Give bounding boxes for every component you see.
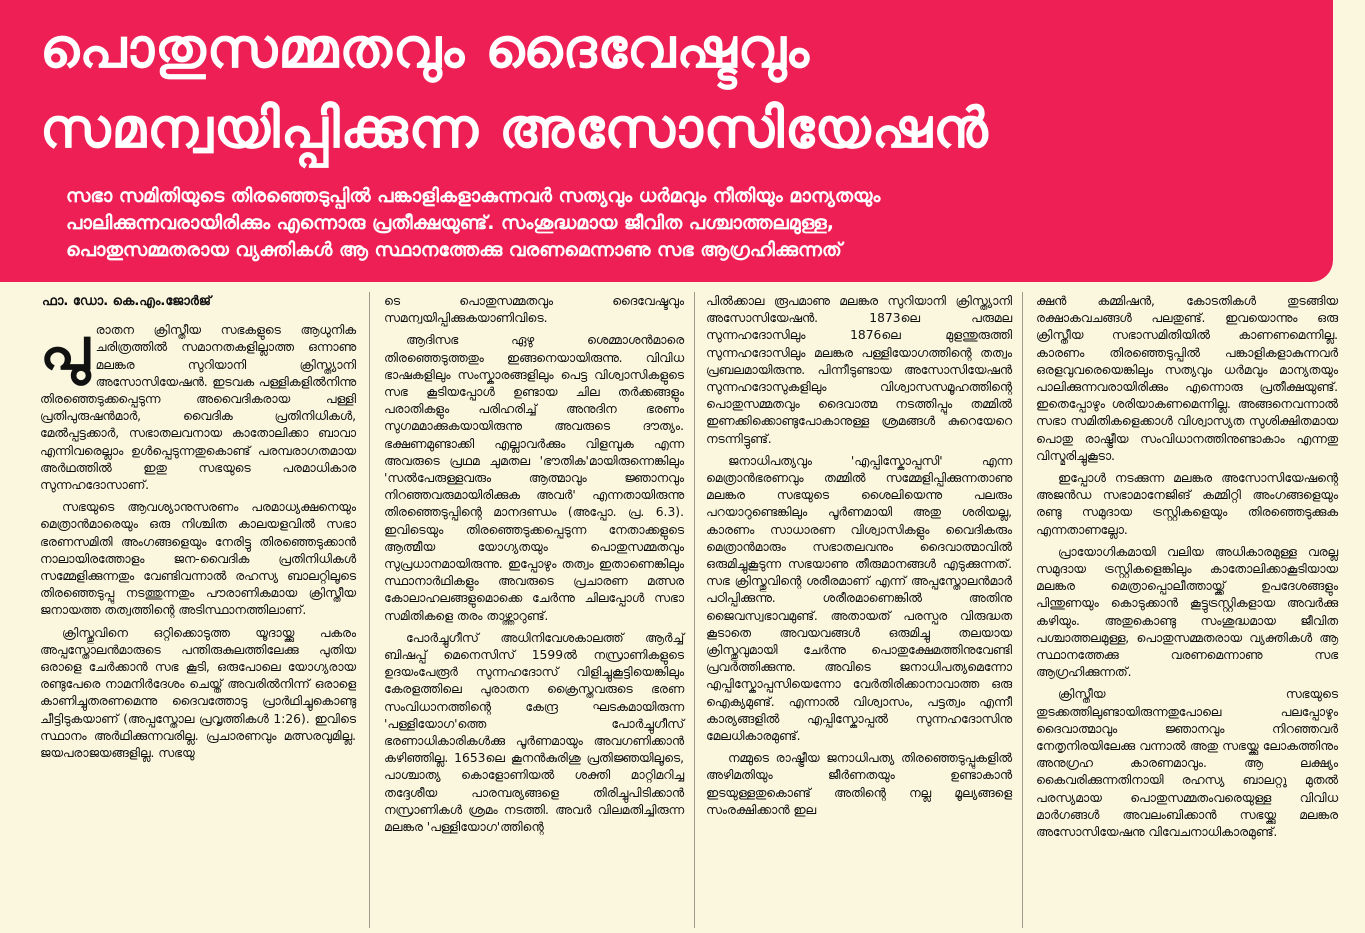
deck-line-3: പൊതുസമ്മതരായ വ്യക്തികൾ ആ സ്ഥാനത്തേക്കു വരണമെന്നാണു സഭ ആഗ്രഹിക്കുന്നത് bbox=[66, 239, 842, 261]
paragraph: ക്രിസ്തീയ സഭയുടെ തുടക്കത്തിലുണ്ടായിരുന്നതുപോലെ പലപ്പോഴും ദൈവാത്മാവും ജ്ഞാനവും നിറഞ്ഞവർ നേതൃനിരയിലേക്കു വന്നാൽ അതു സഭയ്ക്കു ലോകത്തിനും അനുഗ്രഹ കാരണമാവും. ആ ലക്ഷ്യം കൈവരിക്കുന്നതിനായി രഹസ്യ ബാലറ്റു മുതൽ പരസ്യമായ പൊതുസമ്മതംവരെയുള്ള വിവിധ മാർഗങ്ങൾ അവലംബിക്കാൻ സഭയ്ക്കു മലങ്കര അസോസിയേഷനു വിവേചനാധികാരമുണ്ട്. bbox=[1036, 687, 1338, 840]
paragraph: ജനാധിപത്യവും 'എപ്പിസ്കോപ്പസി' എന്ന മെത്രാൻഭരണവും തമ്മിൽ സമ്മേളിപ്പിക്കുന്നതാണു മലങ്കര സഭയുടെ ശൈലിയെന്നു പലരും പറയാറുണ്ടെങ്കിലും പൂർണമായി അതു ശരിയല്ല, കാരണം സാധാരണ വിശ്വാസികളും വൈദികരും മെത്രാൻമാരും സഭാതലവനും ദൈവാത്മാവിൽ ഒരുമിച്ചുകൂടുന്ന സഭയാണു തീരുമാനങ്ങൾ എടുക്കുന്നത്. സഭ ക്രിസ്തുവിന്റെ ശരീരമാണ് എന്ന് അപ്പസ്തോലൻമാർ പഠിപ്പിക്കുന്നു. ശരീരമാണെങ്കിൽ അതിനു ജൈവസ്വഭാവമുണ്ട്. അതായത് പരസ്പര വിരുദ്ധത കൂടാതെ അവയവങ്ങൾ ഒരുമിച്ചു തലയായ ക്രിസ്തുവുമായി ചേർന്നു പൊതുക്ഷേമത്തിനുവേണ്ടി പ്രവർത്തിക്കുന്നു. അവിടെ ജനാധിപത്യമെന്നോ എപ്പിസ്കോപ്പസിയെന്നോ വേർതിരിക്കാനാവാത്ത ഒരു ഐക്യമുണ്ട്. എന്നാൽ വിശ്വാസം, പട്ടത്വം എന്നീ കാര്യങ്ങളിൽ എപ്പിസ്കോപ്പൽ സുന്നഹദോസിനു മേലധികാരമുണ്ട്. bbox=[706, 453, 1012, 744]
headline-line-1: പൊതുസമ്മതവും ദൈവേഷ്ടവും bbox=[40, 16, 810, 80]
article-column-4 bbox=[1036, 293, 1338, 846]
paragraph: ഇപ്പോൾ നടക്കുന്ന മലങ്കര അസോസിയേഷന്റെ അജൻഡ സഭാമാനേജിങ് കമ്മിറ്റി അംഗങ്ങളെയും രണ്ടു സമുദായ ട്രസ്റ്റികളെയും തിരഞ്ഞെടുക്കുക എന്നതാണല്ലോ. bbox=[1036, 471, 1338, 537]
paragraph: ക്രിസ്തുവിനെ ഒറ്റിക്കൊടുത്ത യൂദായ്ക്കു പകരം അപ്പസ്തോലൻമാരുടെ പന്തിരുകുലത്തിലേക്കു പുതിയ ഒരാളെ ചേർക്കാൻ സഭ കൂടി, ഒരുപോലെ യോഗ്യരായ രണ്ടുപേരെ നാമനിർദേശം ചെയ്ത് അവരിൽനിന്ന് ഒരാളെ കാണിച്ചുതരണമെന്നു ദൈവത്തോടു പ്രാർഥിച്ചുകൊണ്ടു ചീട്ടിടുകയാണ് (അപ്പസ്തോല പ്രവൃത്തികൾ 1:26). ഇവിടെ സ്ഥാനം അർഥിക്കുന്നവരില്ല. പ്രചാരണവും മത്സരവുമില്ല. ജയപരാജയങ്ങളില്ല. സഭയു bbox=[40, 625, 356, 761]
paragraph: നമ്മുടെ രാഷ്ട്രീയ ജനാധിപത്യ തിരഞ്ഞെടുപ്പുകളിൽ അഴിമതിയും ജീർണതയും ഉണ്ടാകാൻ ഇടയുള്ളതുകൊണ്ട് അതിന്റെ നല്ല മൂല്യങ്ങളെ സംരക്ഷിക്കാൻ ഇല bbox=[706, 751, 1012, 817]
deck-line-1: സഭാ സമിതിയുടെ തിരഞ്ഞെടുപ്പിൽ പങ്കാളികളാകുന്നവർ സത്യവും ധർമവും നീതിയും മാന്യതയും bbox=[66, 185, 881, 207]
paragraph: ആദിസഭ ഏഴു ശെമ്മാശൻമാരെ തിരഞ്ഞെടുത്തതും ഇങ്ങനെയായിരുന്നു. വിവിധ ഭാഷകളിലും സംസ്കാരങ്ങളിലും പെട്ട വിശ്വാസികളുടെ സഭ കൂടിയപ്പോൾ ഉണ്ടായ ചില തർക്കങ്ങളും പരാതികളും പരിഹരിച്ച് അനുദിന ഭരണം സുഗമമാക്കുകയായിരുന്നു അവരുടെ ദൗത്യം. ഭക്ഷണമുണ്ടാക്കി എല്ലാവർക്കും വിളമ്പുക എന്ന അവരുടെ പ്രഥമ ചുമതല 'ഭൗതിക'മായിരുന്നെങ്കിലും 'സൽപേരുള്ളവരും ആത്മാവും ജ്ഞാനവും നിറഞ്ഞവരുമായിരിക്കുക അവർ' എന്നതായിരുന്നു തിരഞ്ഞെടുപ്പിന്റെ മാനദണ്ഡം (അപ്പോ. പ്ര. 6.3). ഇവിടെയും തിരഞ്ഞെടുക്കപ്പെടുന്ന നേതാക്കളുടെ ആത്മീയ യോഗ്യതയും പൊതുസമ്മതവും സുപ്രധാനമായിരുന്നു. ഇപ്പോഴും തത്വം ഇതാണെങ്കിലും സ്ഥാനാർഥികളും അവരുടെ പ്രചാരണ മത്സര കോലാഹലങ്ങളുമൊക്കെ ചേർന്നു ചിലപ്പോൾ സഭാ സമിതികളെ തരം താഴ്ത്താറുണ്ട്. bbox=[384, 333, 684, 623]
column-divider bbox=[694, 292, 695, 928]
paragraph-1 bbox=[40, 315, 356, 494]
paragraph: പിൽക്കാല രൂപമാണു മലങ്കര സുറിയാനി ക്രിസ്ത്യാനി അസോസിയേഷൻ. 1873ലെ പരുമല സുന്നഹദോസിലും 1876ലെ മുളന്തുരുത്തി സുന്നഹദോസിലും മലങ്കര പള്ളിയോഗത്തിന്റെ തത്വം പ്രബലമായിരുന്നു. പിന്നീടുണ്ടായ അസോസിയേഷൻ സുന്നഹദോസുകളിലും വിശ്വാസസമൂഹത്തിന്റെ പൊതുസമ്മതവും ദൈവാത്മ നടത്തിപ്പും തമ്മിൽ ഇണക്കിക്കൊണ്ടുപോകാനുള്ള ശ്രമങ്ങൾ കുറെയേറെ നടന്നിട്ടുണ്ട്. bbox=[706, 294, 1012, 446]
paragraph-1-text: രാതന ക്രിസ്തീയ സഭകളുടെ ആധുനിക ചരിത്രത്തിൽ സമാനതകളില്ലാത്ത ഒന്നാണു മലങ്കര സുറിയാനി ക്രിസ്ത്യാനി അസോസിയേഷൻ. ഇടവക പള്ളികളിൽനിന്നു തിരഞ്ഞെടുക്കപ്പെടുന്ന അവൈദികരായ പള്ളി പ്രതിപുരുഷൻമാർ, വൈദിക പ്രതിനിധികൾ, മേൽപ്പട്ടക്കാർ, സഭാതലവനായ കാതോലിക്കാ ബാവാ എന്നിവരെല്ലാം ഉൾപ്പെടുന്നതുകൊണ്ട് പരമ്പരാഗതമായ അർഥത്തിൽ ഇതു സഭയുടെ പരമാധികാര സുന്നഹദോസാണ്. bbox=[40, 323, 356, 493]
deck-line-2: പാലിക്കുന്നവരായിരിക്കും എന്നൊരു പ്രതീക്ഷയുണ്ട്. സംശുദ്ധമായ ജീവിത പശ്ചാത്തലമുള്ള, bbox=[66, 212, 834, 234]
article-column-3 bbox=[706, 293, 1012, 824]
paragraph: സഭയുടെ ആവശ്യാനുസരണം പരമാധ്യക്ഷനെയും മെത്രാൻമാരെയും ഒരു നിശ്ചിത കാലയളവിൽ സഭാ ഭരണസമിതി അംഗങ്ങളെയും നേരിട്ടു തിരഞ്ഞെടുക്കാൻ നാലായിരത്തോളം ജന-വൈദിക പ്രതിനിധികൾ സമ്മേളിക്കുന്നതും വേണ്ടിവന്നാൽ രഹസ്യ ബാലറ്റിലൂടെ തിരഞ്ഞെടുപ്പു നടത്തുന്നതും പൗരാണികമായ ക്രിസ്തീയ ജനായത്ത തത്വത്തിന്റെ അടിസ്ഥാനത്തിലാണ്. bbox=[40, 500, 356, 618]
headline bbox=[40, 8, 1320, 168]
column-divider bbox=[369, 292, 370, 928]
headline-banner bbox=[0, 0, 1333, 282]
paragraph: ക്ഷൻ കമ്മിഷൻ, കോടതികൾ തുടങ്ങിയ രക്ഷാകവചങ്ങൾ പലതുണ്ട്. ഇവയൊന്നും ഒരു ക്രിസ്തീയ സഭാസമിതിയിൽ കാണണമെന്നില്ല. കാരണം തിരഞ്ഞെടുപ്പിൽ പങ്കാളികളാകുന്നവർ ഒരളവുവരെയെങ്കിലും സത്യവും ധർമവും മാന്യതയും പാലിക്കുന്നവരായിരിക്കും എന്നൊരു പ്രതീക്ഷയുണ്ട്. ഇതെപ്പോഴും ശരിയാകണമെന്നില്ല. അങ്ങനെവന്നാൽ സഭാ സമിതികളെക്കാൾ വിശ്വാസ്യത സുശിക്ഷിതമായ പൊതു രാഷ്ട്രീയ സംവിധാനത്തിനുണ്ടാകാം എന്നതു വിസ്മരിച്ചുകൂടാ. bbox=[1036, 294, 1338, 463]
drop-cap: പു bbox=[40, 315, 90, 384]
deck-summary bbox=[66, 183, 1316, 264]
column-divider bbox=[1022, 292, 1023, 928]
byline: ഫാ. ഡോ. കെ.എം.ജോർജ് bbox=[42, 294, 211, 309]
paragraph: പോർച്ചുഗീസ് അധിനിവേശകാലത്ത് ആർച്ച് ബിഷപ്പ് മെനെസിസ് 1599ൽ നസ്രാണികളുടെ ഉദയംപേരൂർ സുന്നഹദോസ് വിളിച്ചുകൂട്ടിയെങ്കിലും കേരളത്തിലെ പുരാതന ക്രൈസ്തവരുടെ ഭരണ സംവിധാനത്തിന്റെ കേന്ദ്ര ഘടകമായിരുന്ന 'പള്ളിയോഗ'ത്തെ പോർച്ചുഗീസ് ഭരണാധികാരികൾക്കു പൂർണമായും അവഗണിക്കാൻ കഴിഞ്ഞില്ല. 1653ലെ കൂനൻകുരിശു പ്രതിജ്ഞയിലൂടെ, പാശ്ചാത്യ കൊളോണിയൽ ശക്തി മാറ്റിമറിച്ച തദ്ദേശീയ പാരമ്പര്യങ്ങളെ തിരിച്ചുപിടിക്കാൻ നസ്രാണികൾ ശ്രമം നടത്തി. അവർ വിലമതിച്ചിരുന്ന മലങ്കര 'പള്ളിയോഗ'ത്തിന്റെ bbox=[384, 630, 684, 835]
article-column-2 bbox=[384, 293, 684, 841]
paragraph: ടെ പൊതുസമ്മതവും ദൈവേഷ്ടവും സമന്വയിപ്പിക്കുകയാണിവിടെ. bbox=[384, 294, 684, 326]
headline-line-2: സമന്വയിപ്പിക്കുന്ന അസോസിയേഷൻ bbox=[40, 96, 989, 160]
paragraph: പ്രായോഗികമായി വലിയ അധികാരമുള്ള വരല്ല സമുദായ ട്രസ്റ്റികളെങ്കിലും കാതോലിക്കാകൂടിയായ മലങ്കര മെത്രാപ്പൊലീത്തായ്ക്ക് ഉപദേശങ്ങളും പിന്തുണയും കൊടുക്കാൻ കൂട്ടുട്രസ്റ്റികളായ അവർക്കു കഴിയും. അതുകൊണ്ടു സംശുദ്ധമായ ജീവിത പശ്ചാത്തലമുള്ള, പൊതുസമ്മതരായ വ്യക്തികൾ ആ സ്ഥാനത്തേക്കു വരണമെന്നാണു സഭ ആഗ്രഹിക്കുന്നത്. bbox=[1036, 544, 1338, 680]
article-column-1 bbox=[40, 293, 356, 767]
